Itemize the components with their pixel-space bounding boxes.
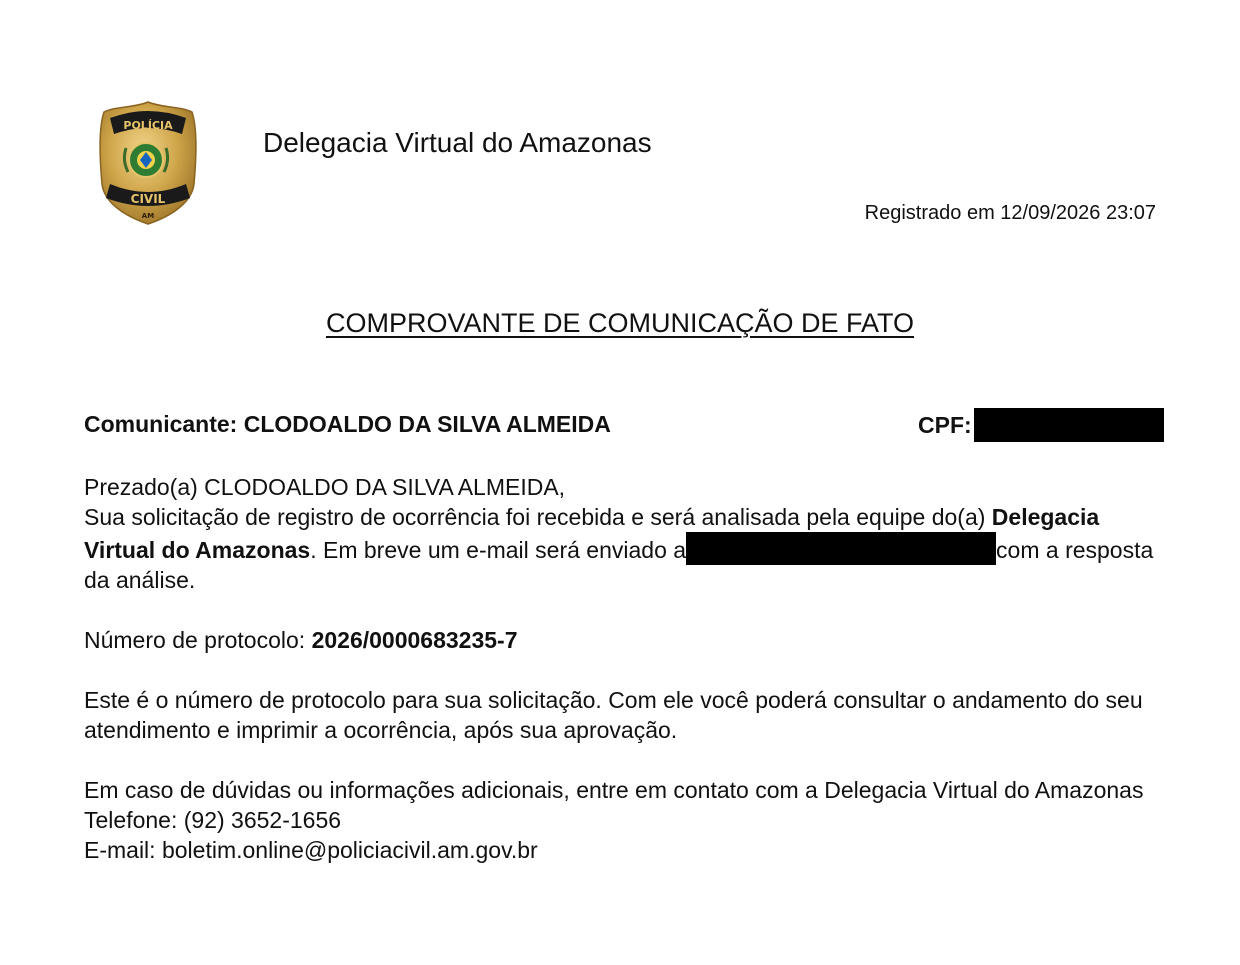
phone-label: Telefone: <box>84 807 178 833</box>
protocol-label: Número de protocolo: <box>84 627 306 653</box>
protocol-info: Este é o número de protocolo para sua solicitação. Com ele você poderá consultar o andamento do seu atendimento e imprimir a ocorrência, após sua aprovação. <box>84 687 1143 743</box>
phone-line <box>84 805 1164 835</box>
email-address: boletim.online@policiacivil.am.gov.br <box>161 837 538 863</box>
message-paragraph <box>84 502 1164 595</box>
phone-number: (92) 3652-1656 <box>183 807 342 833</box>
logo-text-bottom: CIVIL <box>130 192 166 206</box>
message-delegacia-name: Delegacia Virtual do Amazonas <box>84 504 1100 563</box>
logo-text-top: POLÍCIA <box>123 119 173 132</box>
cpf-redaction <box>974 408 1164 442</box>
greeting <box>84 472 1164 502</box>
message-part3: com a resposta da análise. <box>84 537 1154 593</box>
document-title: COMPROVANTE DE COMUNICAÇÃO DE FATO <box>325 308 915 338</box>
cpf-line <box>918 408 1164 442</box>
message-part2: . Em breve um e-mail será enviado a <box>310 537 687 563</box>
message-body <box>84 472 1164 865</box>
greeting-prefix: Prezado(a) <box>84 474 198 500</box>
message-part1: Sua solicitação de registro de ocorrência foi recebida e será analisada pela equipe do(a) <box>84 504 986 530</box>
greeting-name: CLODOALDO DA SILVA ALMEIDA, <box>204 474 566 500</box>
email-line <box>84 835 1164 865</box>
protocol-number: 2026/0000683235-7 <box>311 627 518 653</box>
protocol-line <box>84 625 1164 655</box>
registered-timestamp: Registrado em 12/09/2026 23:07 <box>864 202 1156 224</box>
document-title-container <box>0 305 1240 341</box>
org-title: Delegacia Virtual do Amazonas <box>263 127 652 158</box>
email-label: E-mail: <box>84 837 156 863</box>
cpf-label: CPF: <box>918 412 972 438</box>
communicant-name: CLODOALDO DA SILVA ALMEIDA <box>243 411 611 437</box>
logo-text-state: AM <box>141 212 155 220</box>
contact-text: Em caso de dúvidas ou informações adicionais, entre em contato com a Delegacia Virtual do Amazonas <box>84 777 1144 803</box>
email-redaction <box>686 532 996 565</box>
communicant-line <box>84 408 611 440</box>
policia-civil-badge-logo <box>96 100 200 226</box>
communicant-label: Comunicante: <box>84 411 238 437</box>
